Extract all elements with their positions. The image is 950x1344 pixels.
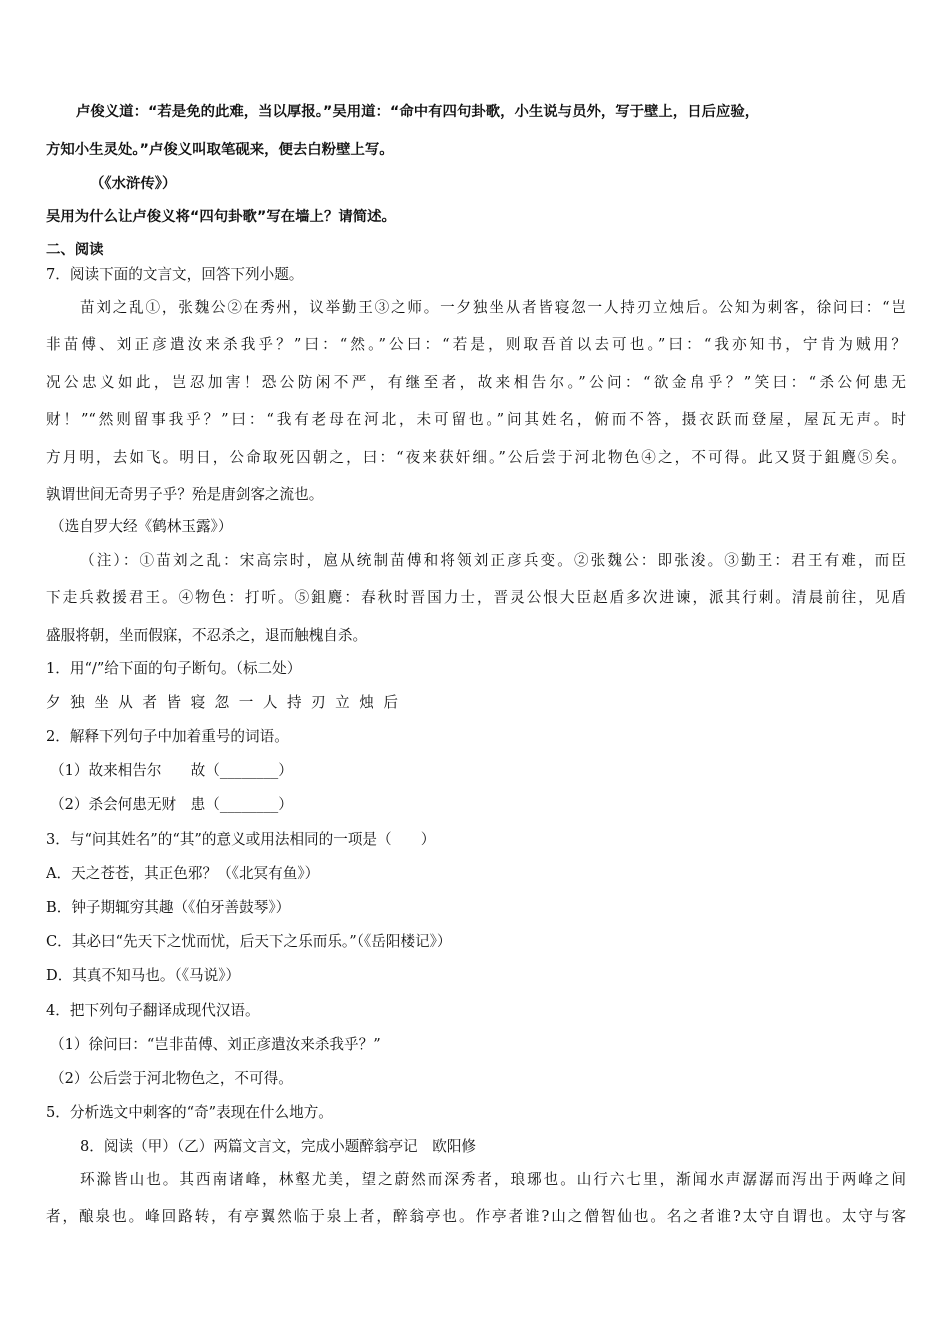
source-line: （《水浒传》） [90,176,177,192]
question-8-heading: 8．阅读（甲）（乙）两篇文言文，完成小题醉翁亭记 欧阳修 [80,1138,477,1155]
subquestion-1: 1．用“/”给下面的句子断句。（标二处） [46,660,302,677]
subquestion-3: 3．与“问其姓名”的“其”的意义或用法相同的一项是（ ） [46,831,436,848]
subquestion-2-item-2: （2）杀会何患无财 患（________） [50,796,293,813]
passage-line-5: 方月明，去如飞。明日，公命取死囚朝之，曰：“夜来获奸细。”公后尝于河北物色④之，不可得。此又贤于鉏麑⑤矣。 [46,449,906,466]
passage-source: （选自罗大经《鹤林玉露》） [50,518,233,535]
subquestion-2: 2．解释下列句子中加着重号的词语。 [46,728,289,745]
passage-line-3: 况公忠义如此，岂忍加害！恐公防闲不严，有继至者，故来相告尔。”公问：“欲金帛乎？”笑曰：“杀公何患无 [46,374,906,391]
sentence-to-punctuate: 夕独坐从者皆寝忽一人持刃立烛后 [46,694,408,711]
text-line-1: 卢俊义道：“若是免的此难，当以厚报。”吴用道：“命中有四句卦歌，小生说与员外，写于壁上，日后应验， [76,104,760,120]
section-heading: 二、阅读 [46,242,104,258]
option-a: A．天之苍苍，其正色邪？（《北冥有鱼》） [46,865,320,882]
subquestion-4-item-1: （1）徐问曰：“岂非苗傅、刘正彦遣汝来杀我乎？” [50,1036,381,1053]
subquestion-4: 4．把下列句子翻译成现代汉语。 [46,1002,260,1019]
question-line: 吴用为什么让卢俊义将“四句卦歌”写在墙上？请简述。 [46,209,396,225]
passage-line-2: 非苗傅、刘正彦遣汝来杀我乎？”曰：“然。”公曰：“若是，则取吾首以去可也。”曰：“我亦知书，宁肯为贼用？ [46,336,906,353]
passage2-line-1: 环滁皆山也。其西南诸峰，林壑尤美，望之蔚然而深秀者，琅琊也。山行六七里，渐闻水声潺潺而泻出于两峰之间 [80,1171,906,1188]
subquestion-2-item-1: （1）故来相告尔 故（________） [50,762,293,779]
subquestion-4-item-2: （2）公后尝于河北物色之，不可得。 [50,1070,293,1087]
passage-line-6: 孰谓世间无奇男子乎？殆是唐剑客之流也。 [46,486,324,503]
passage2-line-2: 者，酿泉也。峰回路转，有亭翼然临于泉上者，醉翁亭也。作亭者谁?山之僧智仙也。名之者谁?太守自谓也。太守与客 [46,1208,906,1225]
subquestion-5: 5．分析选文中刺客的“奇”表现在什么地方。 [46,1104,333,1121]
option-c: C．其必曰“先天下之忧而忧，后天下之乐而乐。”（《岳阳楼记》） [46,933,452,950]
notes-line-3: 盛服将朝，坐而假寐，不忍杀之，退而触槐自杀。 [46,627,368,644]
passage-line-4: 财！”“然则留事我乎？”曰：“我有老母在河北，未可留也。”问其姓名，俯而不答，摄衣跃而登屋，屋瓦无声。时 [46,411,906,428]
option-b: B．钟子期辄穷其趣（《伯牙善鼓琴》） [46,899,291,916]
question-7-heading: 7．阅读下面的文言文，回答下列小题。 [46,266,304,283]
notes-line-2: 下走兵救援君王。④物色：打听。⑤鉏麑：春秋时晋国力士，晋灵公恨大臣赵盾多次进谏，派其行刺。清晨前往，见盾 [46,589,906,606]
option-d: D．其真不知马也。（《马说》） [46,967,241,984]
text-line-2: 方知小生灵处。”卢俊义叫取笔砚来，便去白粉壁上写。 [46,142,394,158]
passage-line-1: 苗刘之乱①，张魏公②在秀州，议举勤王③之师。一夕独坐从者皆寝忽一人持刃立烛后。公知为刺客，徐问曰：“岂 [80,299,906,316]
notes-line-1: （注）：①苗刘之乱：宋高宗时，扈从统制苗傅和将领刘正彦兵变。②张魏公：即张浚。③勤王：君王有难，而臣 [80,552,906,569]
